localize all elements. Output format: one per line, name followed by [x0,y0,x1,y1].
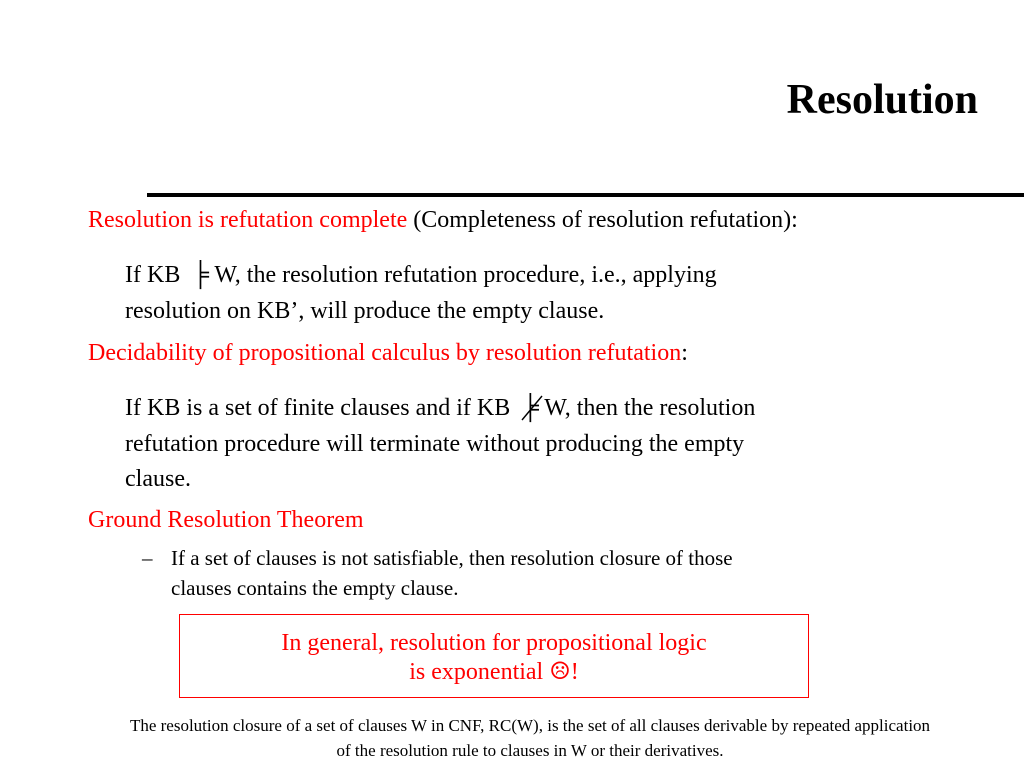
frown-icon: ☹ [549,659,571,685]
sub-bullet-dash: – [142,546,153,570]
item-decidability [88,339,688,367]
callout-text: ! [570,659,579,685]
entails-symbol: ╞ [191,262,209,288]
footnote [50,713,1010,763]
item-heading-rest: (Completeness of resolution refutation): [407,207,798,233]
not-entails-glyph: ╞ [521,395,539,421]
body-text: If KB is a set of finite clauses and if KB [125,395,517,421]
item1-body-line1 [125,261,717,289]
item1-body-line2: resolution on KB’, will produce the empty clause. [125,298,605,324]
callout-line2 [180,658,808,687]
item-heading: Resolution is refutation complete [88,207,408,233]
item2-body-line2: refutation procedure will terminate without producing the empty [125,431,745,457]
title-divider [147,193,1024,197]
item-ground-resolution-theorem [88,506,364,534]
slide-title: Resolution [786,77,978,123]
item2-body-line3: clause. [125,466,191,492]
item-resolution-complete [88,206,798,234]
callout-box [179,614,809,698]
item-heading: Ground Resolution Theorem [88,507,364,533]
item-heading: Decidability of propositional calculus by resolution refutation [88,340,682,366]
footnote-line1: The resolution closure of a set of clauses W in CNF, RC(W), is the set of all clauses derivable by repeated application [129,716,931,735]
sub-bullet-line2: clauses contains the empty clause. [171,576,459,600]
item-heading-rest: : [681,340,688,366]
body-text: If KB [125,262,187,288]
body-text: W, then the resolution [544,395,756,421]
strike-through-icon [518,392,546,422]
footnote-line2: of the resolution rule to clauses in W or their derivatives. [336,741,724,760]
not-entails-symbol [516,394,544,422]
body-text: W, the resolution refutation procedure, i.e., applying [214,262,717,288]
sub-bullet-line1: If a set of clauses is not satisfiable, then resolution closure of those [171,546,733,570]
item2-body-line1 [125,394,755,422]
callout-line1: In general, resolution for propositional logic [281,630,707,656]
callout-text: is exponential [409,659,550,685]
